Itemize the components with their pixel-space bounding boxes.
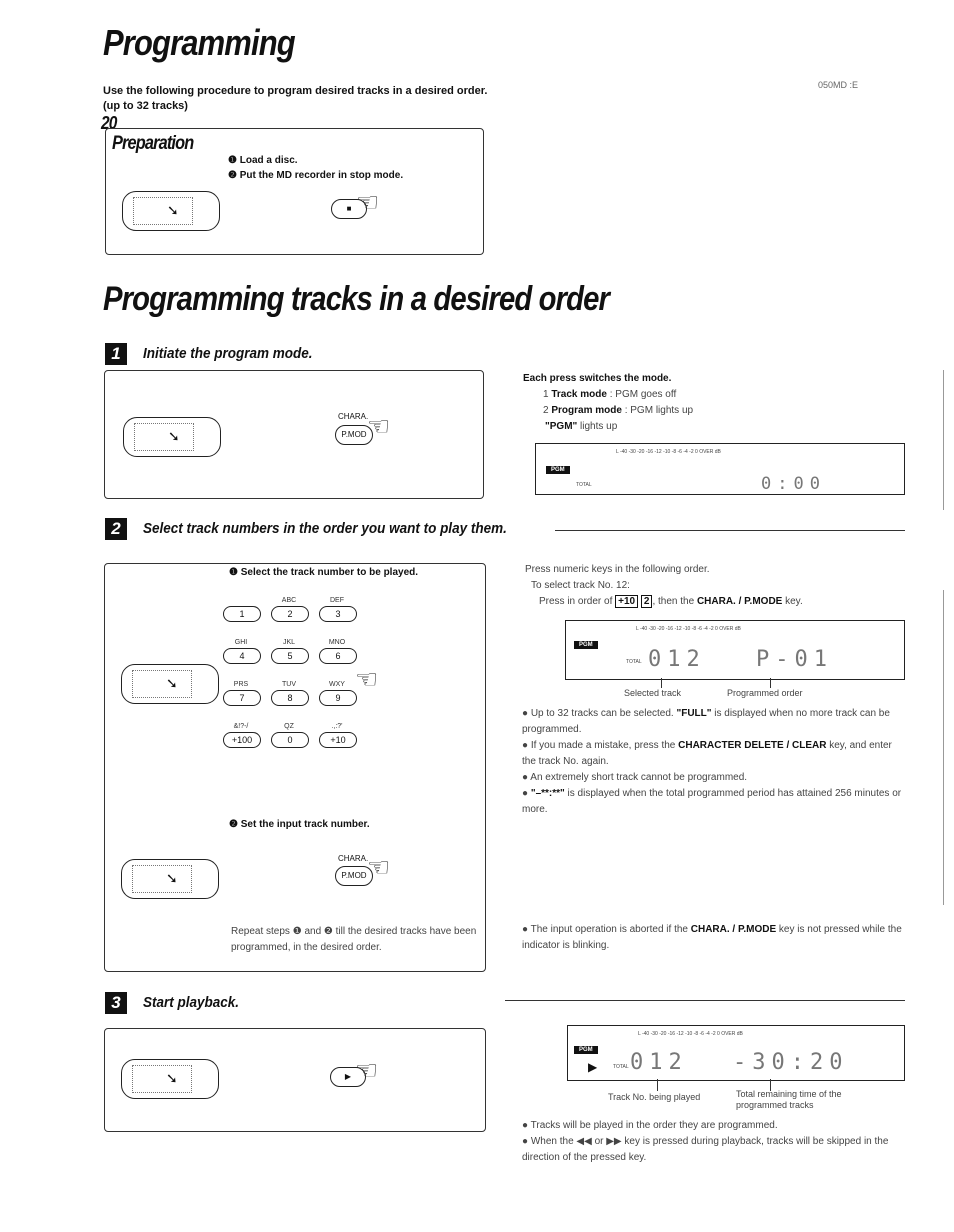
md-recorder-illustration: ➘ — [121, 664, 219, 704]
pgm-indicator: PGM — [574, 1046, 598, 1054]
pgm-note: lights up — [577, 421, 618, 432]
key-letters: QZ — [284, 723, 294, 730]
key-letters: &!?-/ — [233, 723, 249, 730]
md-recorder-illustration: ➘ — [121, 859, 219, 899]
programmed-order-readout: P-01 — [756, 647, 833, 672]
chara-label: CHARA. — [338, 412, 369, 421]
note: ● "–**:**" is displayed when the total programmed period has attained 256 minutes or more. — [522, 788, 902, 815]
key-letters: TUV — [282, 681, 296, 688]
track-readout: 012 — [630, 1050, 688, 1075]
remaining-time-readout: -30:20 — [733, 1050, 849, 1075]
step-2-info: Press numeric keys in the following order. To select track No. 12: Press in order of +10 2 , then the CHARA. / P.MODE key. — [525, 562, 905, 610]
key-letters: PRS — [233, 681, 249, 688]
programmed-order-label: Programmed order — [727, 688, 803, 698]
play-icon: ▶ — [588, 1060, 598, 1074]
substep-1: Select the track number to be played. — [240, 567, 419, 578]
page-title: Programming — [103, 22, 295, 63]
mode-track: 1 Track mode : PGM goes off — [543, 389, 677, 400]
chara-pmode-button: P.MOD — [335, 425, 373, 445]
pgm-indicator: PGM — [546, 466, 570, 474]
mode-program: 2 Program mode : PGM lights up — [543, 405, 694, 416]
stop-button-illustration: ■ — [331, 199, 367, 219]
selected-track-label: Selected track — [624, 688, 682, 698]
key-letters: ABC — [281, 597, 297, 604]
key-letters: GHI — [234, 639, 248, 646]
step-2-notes — [522, 706, 904, 818]
total-label: TOTAL — [613, 1064, 629, 1070]
key-letters: .,:?' — [331, 723, 343, 730]
step-2-badge: 2 — [105, 518, 127, 540]
prep-step-2: Put the MD recorder in stop mode. — [239, 170, 404, 181]
step-1-badge: 1 — [105, 343, 127, 365]
step-3-box — [104, 1028, 486, 1132]
numeric-key: 2 — [271, 606, 309, 622]
pgm-note-bold: "PGM" — [545, 421, 578, 432]
preparation-title: Preparation — [112, 133, 194, 154]
preparation-steps: ❶ Load a disc. ❷ Put the MD recorder in stop mode. — [228, 155, 404, 181]
hand-icon: ☜ — [356, 187, 380, 217]
page-number: 20 — [101, 113, 117, 133]
md-recorder-illustration: ➘ — [121, 1059, 219, 1099]
display-track-select — [565, 620, 905, 680]
numeric-key: +10 — [319, 732, 357, 748]
chara-label: CHARA. — [338, 854, 369, 863]
total-label: TOTAL — [626, 659, 642, 665]
step-1-info — [523, 371, 693, 435]
substep-2: Set the input track number. — [240, 819, 370, 830]
play-button-illustration: ▶ — [330, 1067, 366, 1087]
numeric-key: 9 — [319, 690, 357, 706]
doc-code: 050MD :E — [818, 80, 859, 90]
numeric-key: 4 — [223, 648, 261, 664]
numeric-key: 6 — [319, 648, 357, 664]
intro-text: Use the following procedure to program desired tracks in a desired order. (up to 32 tracks) — [103, 85, 488, 112]
numeric-key: 0 — [271, 732, 309, 748]
track-played-label: Track No. being played — [608, 1092, 701, 1102]
key-letters: DEF — [330, 597, 344, 604]
repeat-text: Repeat steps ❶ and ❷ till the desired tracks have been programmed, in the desired order. — [231, 926, 477, 953]
right-intro: Press numeric keys in the following order. — [525, 564, 710, 575]
note: ● An extremely short track cannot be programmed. — [522, 772, 748, 783]
hand-icon: ☜ — [355, 1055, 379, 1085]
pgm-indicator: PGM — [574, 641, 598, 649]
numeric-key: 3 — [319, 606, 357, 622]
divider — [555, 530, 905, 531]
step-1-box — [104, 370, 484, 499]
numeric-key: 7 — [223, 690, 261, 706]
numeric-key: 8 — [271, 690, 309, 706]
key-letters: MNO — [328, 639, 346, 646]
key-plus10: +10 — [615, 595, 638, 608]
remaining-time-label: Total remaining time of the programmed tracks — [736, 1089, 842, 1110]
note: ● If you made a mistake, press the CHARACTER DELETE / CLEAR key, and enter the track No. again. — [522, 740, 892, 767]
step-2-box: ❶ Select the track number to be played. ➘ 1 ABC 2 DEF 3 GHI 4 JKL 5 MNO 6 PRS 7 TUV 8 WXY 9 &!?-/ +100 QZ 0 .,:?' +10 ☜ ❷ Set the input track number. ➘ CHARA. P.MOD ☜ Repeat steps ❶ and ❷ till the desired tracks have been programmed, in the desired order. — [104, 563, 486, 972]
prep-step-1: Load a disc. — [239, 155, 298, 166]
right-example: To select track No. 12: — [531, 580, 630, 591]
md-recorder-illustration — [122, 191, 220, 231]
level-scale: L -40 -30 -20 -16 -12 -10 -8 -6 -4 -2 0 OVER dB — [638, 1031, 743, 1037]
key-letters: WXY — [329, 681, 345, 688]
time-readout: 0:00 — [761, 474, 826, 494]
step-2-title: Select track numbers in the order you want to play them. — [143, 520, 507, 537]
pointer-icon: ➘ — [167, 202, 179, 218]
numeric-key: 1 — [223, 606, 261, 622]
preparation-box — [105, 128, 484, 255]
selected-track-readout: 012 — [648, 647, 706, 672]
key-2: 2 — [641, 595, 653, 608]
numeric-key: 5 — [271, 648, 309, 664]
divider — [505, 1000, 905, 1001]
abort-note: ● The input operation is aborted if the CHARA. / P.MODE key is not pressed while the indicator is blinking. — [522, 924, 902, 951]
numeric-key: +100 — [223, 732, 261, 748]
note: ● When the ◀◀ or ▶▶ key is pressed during playback, tracks will be skipped in the direction of the pressed key. — [522, 1136, 889, 1163]
key-letters: JKL — [282, 639, 296, 646]
note: ● Tracks will be played in the order they are programmed. — [522, 1120, 778, 1131]
note: ● Up to 32 tracks can be selected. "FULL" is displayed when no more track can be programmed. — [522, 708, 890, 735]
section-title: Programming tracks in a desired order — [103, 280, 610, 318]
hand-icon: ☜ — [367, 411, 391, 441]
hand-icon: ☜ — [355, 664, 379, 694]
step-3-title: Start playback. — [143, 994, 240, 1011]
level-scale: L -40 -30 -20 -16 -12 -10 -8 -6 -4 -2 0 OVER dB — [636, 626, 741, 632]
total-label: TOTAL — [576, 482, 592, 488]
step-1-title: Initiate the program mode. — [143, 345, 313, 362]
chara-pmode-button: P.MOD — [335, 866, 373, 886]
display-playback — [567, 1025, 905, 1081]
mode-intro: Each press switches the mode. — [523, 373, 672, 384]
md-recorder-illustration: ➘ — [123, 417, 221, 457]
level-scale: L -40 -30 -20 -16 -12 -10 -8 -6 -4 -2 0 OVER dB — [616, 449, 721, 455]
display-program-mode — [535, 443, 905, 495]
hand-icon: ☜ — [367, 852, 391, 882]
step-3-notes — [522, 1118, 904, 1166]
step-3-badge: 3 — [105, 992, 127, 1014]
